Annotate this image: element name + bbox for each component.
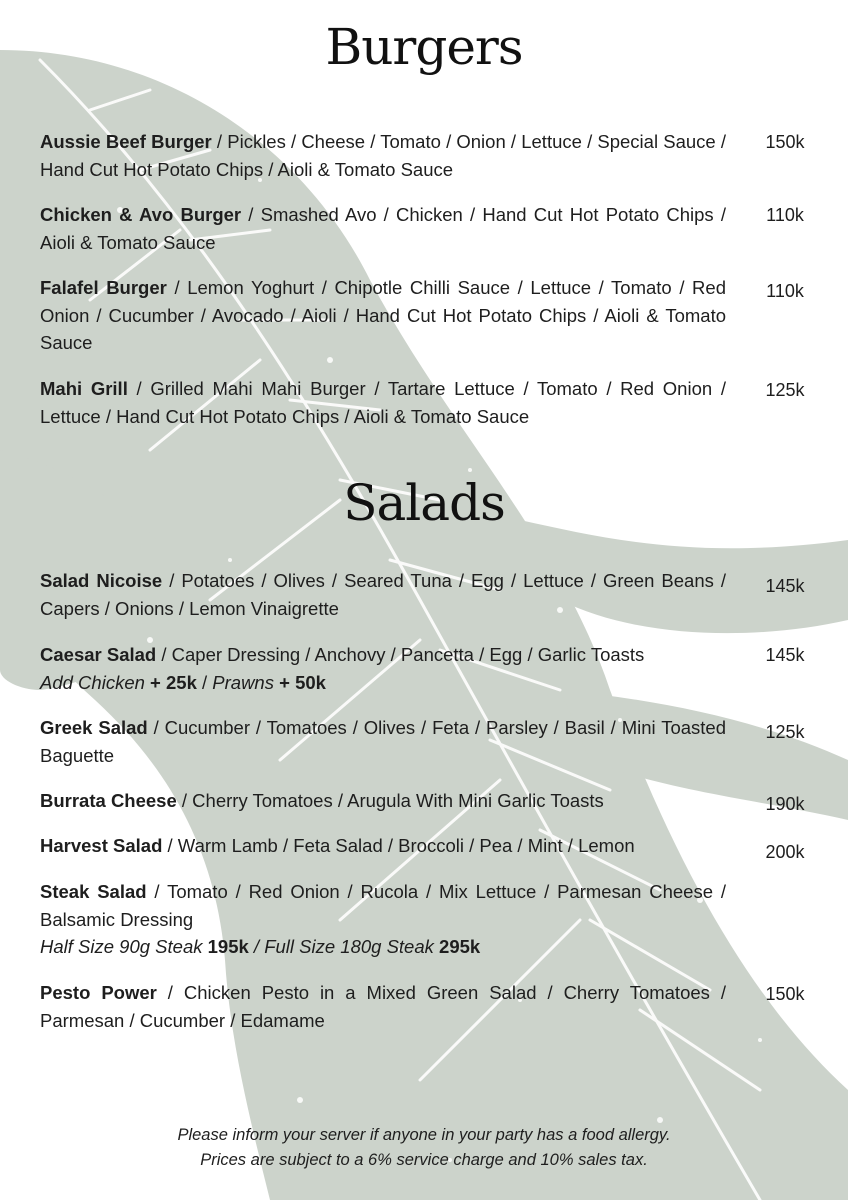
section-title-salads: Salads [343,474,505,532]
item-name: Falafel Burger [40,277,167,298]
service-charge-notice: Prices are subject to a 6% service charge and 10% sales tax. [200,1151,648,1169]
item-price: 110k [766,281,804,301]
item-size-options: Half Size 90g Steak 195k / Full Size 180g Steak 295k [40,936,481,957]
menu-item-harvest-salad [40,832,726,860]
item-name: Harvest Salad [40,835,163,856]
item-description: / Smashed Avo / Chicken / Hand Cut Hot Potato Chips / Aioli & Tomato Sauce [40,204,726,253]
menu-item-burrata-cheese [40,787,726,815]
menu-item-greek-salad [40,714,726,769]
menu-item-salad-nicoise [40,567,726,622]
item-price: 125k [765,380,805,400]
menu-item-caesar-salad [40,641,726,696]
item-description: / Cherry Tomatoes / Arugula With Mini Garlic Toasts [176,790,604,811]
menu-item-aussie-beef-burger [40,128,726,183]
item-description: / Potatoes / Olives / Seared Tuna / Egg / Lettuce / Green Beans / Capers / Onions / Lemon Vinaigrette [40,570,727,619]
item-name: Pesto Power [40,982,157,1003]
item-name: Aussie Beef Burger [40,131,212,152]
item-description: / Chicken Pesto in a Mixed Green Salad / Cherry Tomatoes / Parmesan / Cucumber / Edamame [40,982,726,1031]
item-price: 150k [765,984,805,1004]
item-price: 150k [765,132,805,152]
menu-item-falafel-burger [40,274,726,357]
item-description: / Lemon Yoghurt / Chipotle Chilli Sauce / Lettuce / Tomato / Red Onion / Cucumber / Avocado / Aioli / Hand Cut Hot Potato Chips / Aioli & Tomato Sauce [40,277,726,353]
item-price: 200k [765,842,805,862]
item-name: Greek Salad [40,717,148,738]
menu-item-steak-salad [40,878,726,961]
item-description: / Cucumber / Tomatoes / Olives / Feta / Parsley / Basil / Mini Toasted Baguette [40,717,726,766]
item-price: 190k [765,794,805,814]
footer-notice [0,1123,848,1173]
item-description: / Pickles / Cheese / Tomato / Onion / Lettuce / Special Sauce / Hand Cut Hot Potato Chips / Aioli & Tomato Sauce [40,131,726,180]
menu-item-chicken-avo-burger [40,201,726,256]
item-name: Salad Nicoise [40,570,163,591]
item-description: / Tomato / Red Onion / Rucola / Mix Lettuce / Parmesan Cheese / Balsamic Dressing [40,881,726,930]
item-price: 125k [765,722,805,742]
item-name: Burrata Cheese [40,790,177,811]
item-price: 145k [765,645,805,665]
item-name: Steak Salad [40,881,147,902]
item-description: / Grilled Mahi Mahi Burger / Tartare Lettuce / Tomato / Red Onion / Lettuce / Hand Cut Hot Potato Chips / Aioli & Tomato Sauce [40,378,726,427]
item-name: Caesar Salad [40,644,157,665]
allergy-notice: Please inform your server if anyone in your party has a food allergy. [177,1126,671,1144]
item-price: 110k [766,205,804,225]
item-name: Mahi Grill [40,378,128,399]
item-price: 145k [765,576,805,596]
item-description: / Caper Dressing / Anchovy / Pancetta / Egg / Garlic Toasts [156,644,645,665]
menu-item-pesto-power [40,979,726,1034]
item-description: / Warm Lamb / Feta Salad / Broccoli / Pea / Mint / Lemon [162,835,635,856]
item-name: Chicken & Avo Burger [40,204,242,225]
item-addons: Add Chicken + 25k / Prawns + 50k [40,671,326,693]
section-title-burgers: Burgers [325,18,523,76]
menu-item-mahi-grill [40,375,726,430]
